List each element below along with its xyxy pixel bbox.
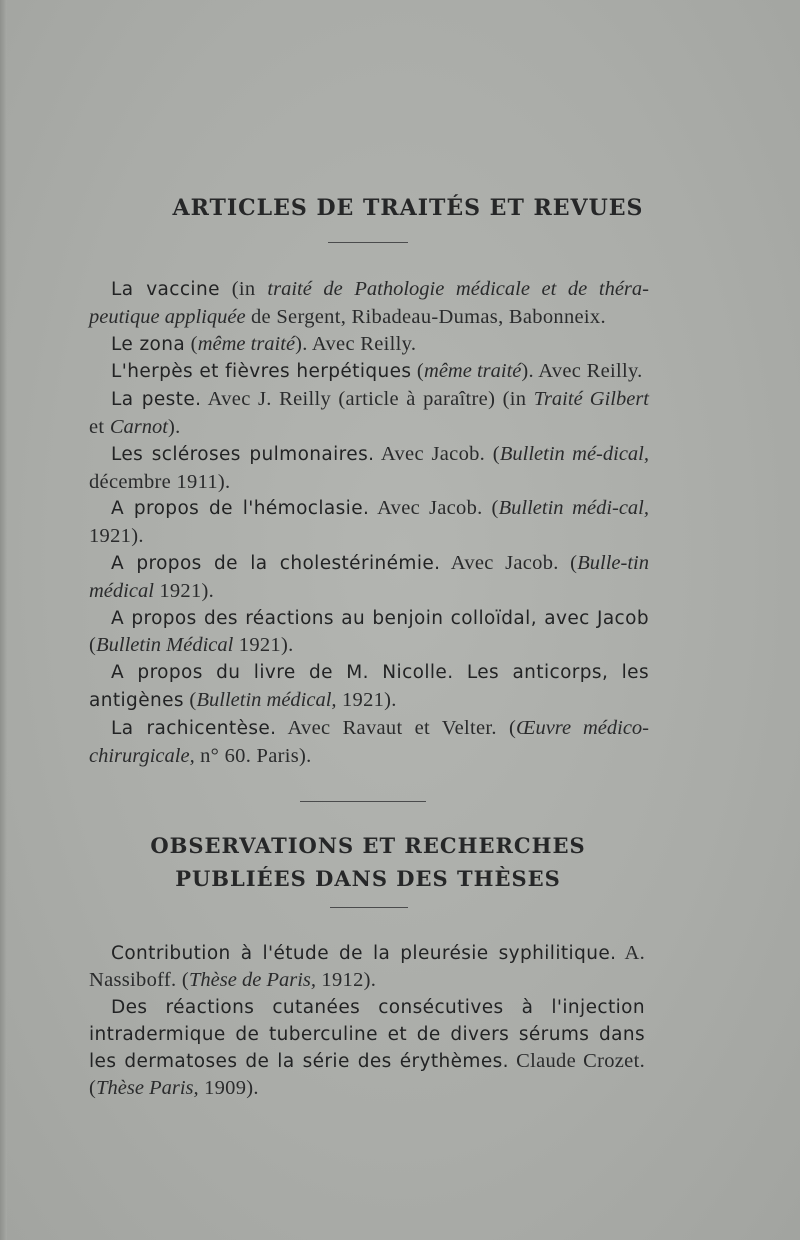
section-heading-theses: PUBLIÉES DANS DES THÈSES — [175, 866, 561, 891]
entry-source: Bulle-tin médical — [89, 551, 649, 602]
list-item: Des réactions cutanées consécutives à l'injection intradermique de tuberculine et de divers sérums dans les dermatoses de la série des érythèmes. Claude Crozet. (Thèse Paris, 1909). — [89, 997, 645, 1099]
list-item: L'herpès et fièvres herpétiques (même traité). Avec Reilly. — [111, 360, 643, 383]
list-item: La rachicentèse. Avec Ravaut et Velter. (Œuvre médico-chirurgicale, n° 60. Paris). — [89, 716, 650, 767]
list-item: Le zona (même traité). Avec Reilly. — [111, 332, 417, 355]
page-edge — [0, 0, 7, 1240]
entry-title: Contribution à l'étude de la pleurésie syphilitique. — [111, 943, 617, 964]
entry-source: même traité — [197, 332, 296, 355]
entry-source: Thèse de Paris, — [189, 969, 316, 991]
articles-list — [89, 276, 649, 769]
theses-list — [89, 940, 645, 1102]
entry-title: Les scléroses pulmonaires. — [111, 443, 375, 465]
entry-title: A propos du livre de M. Nicolle. Les anticorps, les antigènes — [89, 662, 649, 711]
section-heading-observations: OBSERVATIONS ET RECHERCHES — [150, 833, 586, 858]
entry-source: traité de Pathologie médicale et de théra-peutique appliquée — [89, 278, 649, 328]
list-item: A propos des réactions au benjoin colloïdal, avec Jacob (Bulletin Médical 1921). — [89, 607, 649, 657]
entry-source: Œuvre médico-chirurgicale, — [89, 716, 650, 767]
entry-title: La rachicentèse. — [111, 717, 277, 739]
entry-source: Bulletin médi-cal, — [498, 497, 650, 520]
entry-source: Traité Gilbert — [533, 388, 649, 411]
entry-title: La vaccine — [111, 279, 220, 300]
entry-title: Le zona — [111, 333, 186, 355]
list-item: Contribution à l'étude de la pleurésie syphilitique. A. Nassiboff. (Thèse de Paris, 1912). — [89, 942, 645, 991]
entry-source: Bulletin médical, — [196, 688, 337, 711]
section-heading-articles: ARTICLES DE TRAITÉS ET REVUES — [172, 195, 644, 221]
entry-source: Carnot — [109, 415, 168, 438]
divider-rule — [330, 907, 408, 908]
entry-source: Bulletin Médical — [96, 634, 234, 657]
entry-title: A propos de la cholestérinémie. — [111, 552, 441, 574]
list-item: La vaccine (in traité de Pathologie médicale et de théra-peutique appliquée de Sergent, Ribadeau-Dumas, Babonneix. — [89, 278, 649, 328]
entry-title: Des réactions cutanées consécutives à l'injection intradermique de tuberculine et de divers sérums dans les dermatoses de la série des érythèmes. — [89, 997, 645, 1072]
divider-rule — [328, 242, 408, 243]
list-item: Les scléroses pulmonaires. Avec Jacob. (Bulletin mé-dical, décembre 1911). — [89, 442, 649, 493]
entry-source: même traité — [424, 360, 522, 383]
list-item: La peste. Avec J. Reilly (article à paraître) (in Traité Gilbert et Carnot). — [89, 388, 649, 438]
list-item: A propos de la cholestérinémie. Avec Jacob. (Bulle-tin médical 1921). — [89, 551, 649, 602]
entry-title: A propos de l'hémoclasie. — [111, 498, 370, 520]
list-item: A propos du livre de M. Nicolle. Les anticorps, les antigènes (Bulletin médical, 1921). — [89, 662, 649, 711]
entry-source: Thèse Paris, — [96, 1077, 199, 1099]
list-item: A propos de l'hémoclasie. Avec Jacob. (Bulletin médi-cal, 1921). — [89, 497, 650, 548]
divider-rule — [300, 801, 426, 802]
entry-title: A propos des réactions au benjoin colloïdal, avec Jacob — [111, 607, 649, 629]
entry-title: La peste. — [111, 389, 202, 411]
entry-source: Bulletin mé-dical, — [499, 442, 649, 465]
entry-title: L'herpès et fièvres herpétiques — [111, 361, 412, 383]
